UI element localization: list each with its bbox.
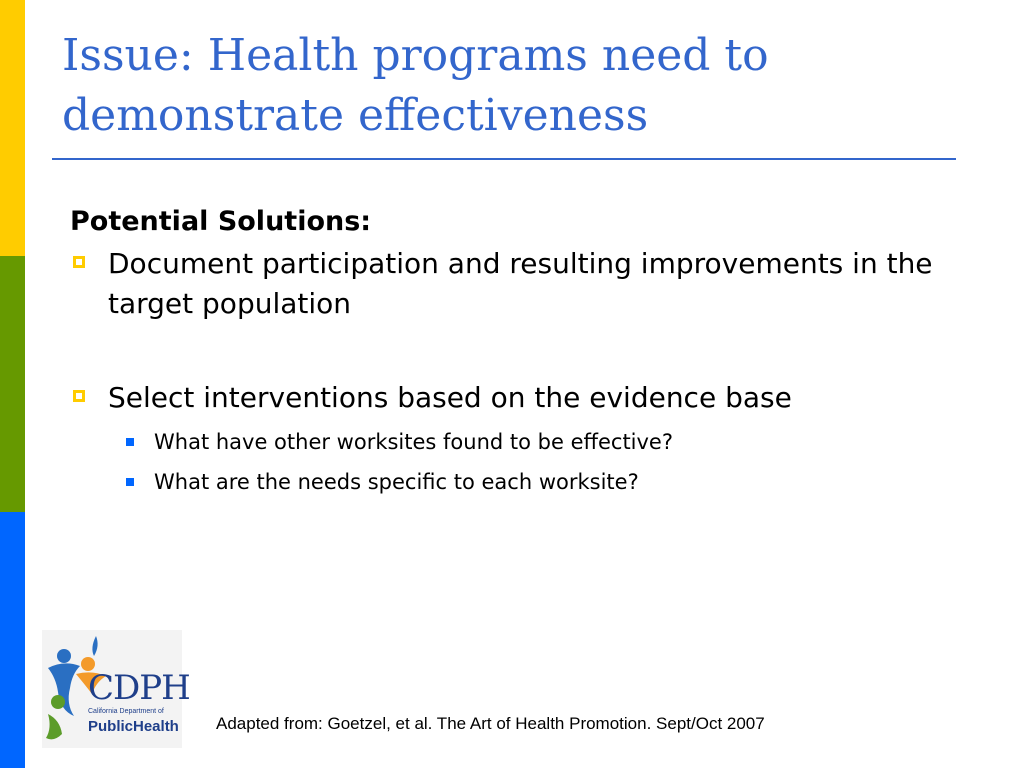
logo-name: PublicHealth (88, 718, 179, 735)
hollow-square-bullet-icon (73, 390, 85, 402)
title-divider (52, 158, 956, 160)
slide-title: Issue: Health programs need to demonstrate effectiveness (62, 30, 769, 141)
accent-band-blue (0, 512, 25, 768)
sub-bullet-list (70, 422, 970, 502)
cdph-logo (42, 630, 190, 748)
accent-band-yellow (0, 0, 25, 256)
hollow-square-bullet-icon (73, 256, 85, 268)
logo-acronym: CDPH (88, 668, 190, 708)
sub-bullet-item (70, 462, 970, 502)
filled-square-bullet-icon (126, 438, 134, 446)
slide-content (70, 202, 970, 502)
accent-band-green (0, 256, 25, 512)
sub-bullet-item (70, 422, 970, 462)
citation-text: Adapted from: Goetzel, et al. The Art of Health Promotion. Sept/Oct 2007 (216, 714, 765, 733)
sub-bullet-text: What are the needs specific to each worksite? (154, 470, 639, 494)
filled-square-bullet-icon (126, 478, 134, 486)
content-heading: Potential Solutions: (70, 206, 372, 237)
bullet-item (70, 244, 970, 324)
bullet-text: Select interventions based on the evidence base (108, 381, 792, 414)
sub-bullet-text: What have other worksites found to be effective? (154, 430, 674, 454)
logo-subtitle: California Department of (88, 708, 164, 715)
bullet-item (70, 378, 970, 418)
bullet-text: Document participation and resulting improvements in the target population (108, 247, 933, 320)
